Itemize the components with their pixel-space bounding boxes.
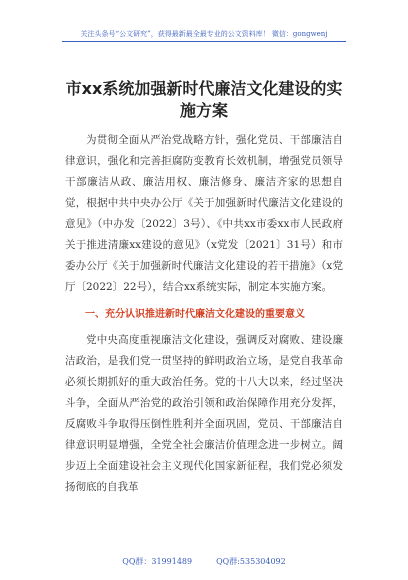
intro-paragraph: 为贯彻全面从严治党战略方针，强化党员、干部廉洁自律意识，强化和完善拒腐防变教育长效机制，增强党员领导干部廉洁从政、廉洁用权、廉洁修身、廉洁齐家的思想自觉，根据中共中央办公厅《关于加强新时代廉洁文化建设的意见》（中办发〔2022〕3号）、《中共xx市委xx市人民政府关于推进清廉xx建设的意见》（x党发〔2021〕31号）和市委办公厅《关于加强新时代廉洁文化建设的若干措施》（x党厅〔2022〕22号），结合xx系统实际，制定本实施方案。 — [65, 134, 343, 293]
document-body — [65, 130, 343, 498]
footer-qq-group-2: QQ群:535304092 — [216, 557, 286, 566]
section-1-paragraph: 党中央高度重视廉洁文化建设，强调反对腐败、建设廉洁政治，是我们党一贯坚持的鲜明政治立场，是党自我革命必须长期抓好的重大政治任务。党的十八大以来，经过坚决斗争，全面从严治党的政治引领和政治保障作用充分发挥，反腐败斗争取得压倒性胜利并全面巩固，党员、干部廉洁自律意识明显增强，全党全社会廉洁价值理念进一步树立。阔步迈上全面建设社会主义现代化国家新征程，我们党必须发扬彻底的自我革 — [65, 334, 343, 493]
footer — [0, 557, 408, 567]
section-heading-1: 一、充分认识推进新时代廉洁文化建设的重要意义 — [85, 309, 305, 320]
footer-qq-group-1: QQ群：31991489 — [122, 557, 193, 566]
document-title: 市xx系统加强新时代廉洁文化建设的实施方案 — [65, 79, 343, 120]
header-banner[interactable]: 关注头条号“公文研究”，获得最新最全最专业的公文资料库！ 微信：gongwenj — [62, 30, 346, 42]
